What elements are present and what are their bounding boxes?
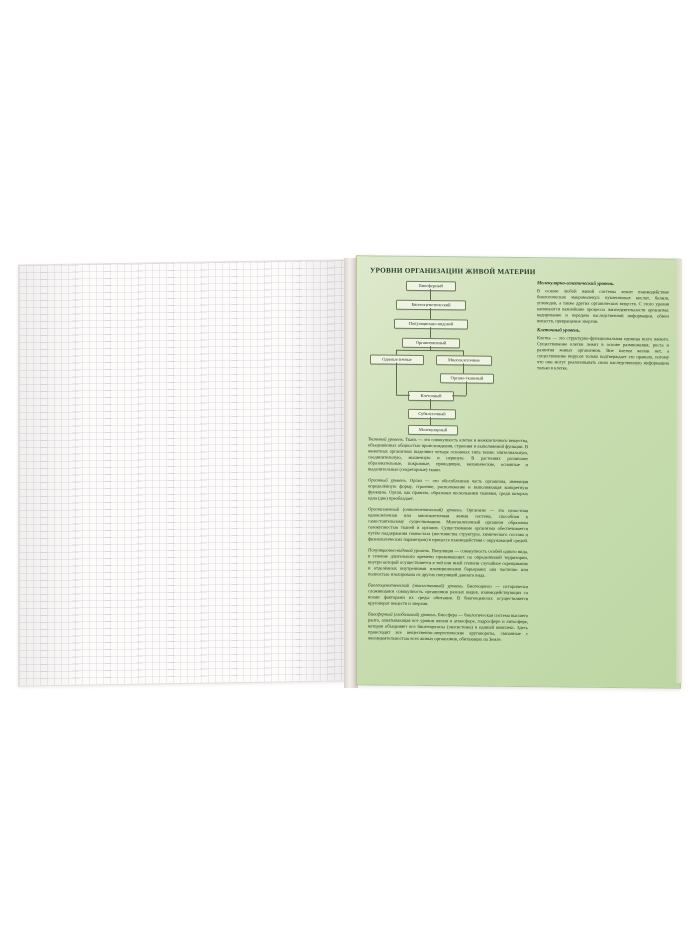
paragraph-text: Орган — это обособленная часть организма, имеющая определённую форму, строение, расположение и выполняющая конкретную функцию. Орган, как правило, образован несколькими тканями, среди которых одна (две) преобладает. [368,477,528,501]
paragraph-population-level [368,547,528,579]
diagram-node-population: Популяционно-видовой [394,319,468,330]
left-column-paragraphs [368,436,528,643]
connector-line [430,289,431,300]
paragraph-lead: Биогеоценотический (экосистемный) уровень. [368,582,464,589]
connector-line [463,363,464,373]
paragraph-biogeocenotic-level [368,582,528,608]
diagram-node-molecular: Молекулярный [408,425,458,436]
levels-diagram [368,280,528,434]
section-heading-molecular: Молекулярно-генетический уровень. [537,281,615,288]
right-content-page [356,255,681,688]
paragraph-text: Организм — это целостная одноклеточная или многоклеточная живая система, способная к самостоятельному существованию. Многоклеточный организм образован совокупностью тканей и органов. Существование организма обеспечивается путём поддержания гомеостаза (постоянства структуры, химического состава и физиологических параметров) в процессе взаимодействия с окружающей средой. [368,507,528,544]
connector-line [466,381,467,395]
connector-line [430,308,431,319]
paragraph-text: Биосфера — биологическая система высшего ранга, охватывающая все уровни жизни в атмосфере, гидросфере и литосфере, которая объединяет все биогеоценозы (экосистемы) в единый комплекс. Здесь происходят все вещественно-энергетические круговороты, связанные с жизнедеятельностью всех живых организмов, обитающих на Земле. [368,612,528,642]
left-notebook-page [18,259,350,686]
connector-line [430,417,431,425]
paragraph-lead: Организменный (онтогенетический) уровень. [368,506,463,513]
connector-line [463,350,464,355]
paragraph-text: Ткань — это совокупность клеток и межклеточного вещества, объединённых общностью происхождения, строения и выполняемой функции. В животных организмах выделяют четыре основных типа ткани: эпителиальную, соединительную, мышечную и нервную. В растениях различают образовательные, покровные, проводящие, механические, основные и выделительные (секреторные) ткани. [368,436,529,473]
paragraph-lead: Популяционно-видовой уровень. [368,547,431,554]
section-text-cellular: Клетка — это структурно-функциональная единица всего живого. Существование клетки лежит в основе размножения, роста и развития живых организмов. Вне клетки жизни нет, а существование вирусов только подтверждает это правило, потому что они могут реализовывать свою наследственную информацию только в клетке. [537,335,669,371]
paragraph-lead: Биосферный (глобальный) уровень. [368,611,437,618]
paragraph-tissue-level [368,436,528,474]
right-text-column [537,281,669,649]
page-title: УРОВНИ ОРГАНИЗАЦИИ ЖИВОЙ МАТЕРИИ [370,266,536,277]
section-text-molecular: В основе любой живой системы лежит взаимодействие биологических макромолекул: нуклеиновых кислот, белков, углеводов, а также других органических веществ. С этого уровня начинаются важнейшие процессы жизнедеятельности организма: кодирование и передача наследственной информации, обмен веществ, превращение энергии. [537,288,669,324]
connector-line [396,395,410,396]
page-shading [19,260,349,685]
diagram-node-biosphere: Биосферный [406,281,456,292]
paragraph-lead: Тканевый уровень. [368,436,404,442]
left-text-column [368,279,528,648]
diagram-node-organism: Организменный [402,338,460,349]
connector-line [430,327,431,338]
connector-line [430,399,431,409]
page-edge [676,259,682,683]
diagram-node-multicellular: Многоклеточные [436,355,492,366]
connector-line [396,363,397,395]
paragraph-lead: Органный уровень. [368,477,407,483]
paragraph-organ-level [368,477,528,503]
diagram-node-biogeocenotic: Биогеоценотический [396,300,466,311]
paragraph-organism-level [368,506,528,544]
diagram-node-cellular: Клеточный [408,391,454,401]
diagram-node-subcellular: Субклеточный [408,409,456,420]
paragraph-text: Популяция — совокупность особей одного вида, в течение длительного времени проживающих на определённой территории, внутри которой осуществляется в той или иной степени случайное скрещивание и отделённых внутренними изоляционными барьерами; она частично или полностью изолирована от других популяций данного вида. [368,548,528,578]
diagram-node-organ-tissue: Органо-тканевый [440,373,494,384]
diagram-node-unicellular: Одноклеточные [370,354,424,365]
section-heading-cellular: Клеточный уровень. [537,328,581,335]
connector-line [396,350,463,351]
connector-line [452,395,466,396]
paragraph-text: Биогеоценоз — исторически сложившаяся совокупность организмов разных видов, взаимодействующих со всеми факторами их среды обитания. В биогеоценозах осуществляется круговорот веществ и энергии. [368,583,528,607]
connector-line [396,350,397,355]
paragraph-biosphere-level [368,611,528,643]
